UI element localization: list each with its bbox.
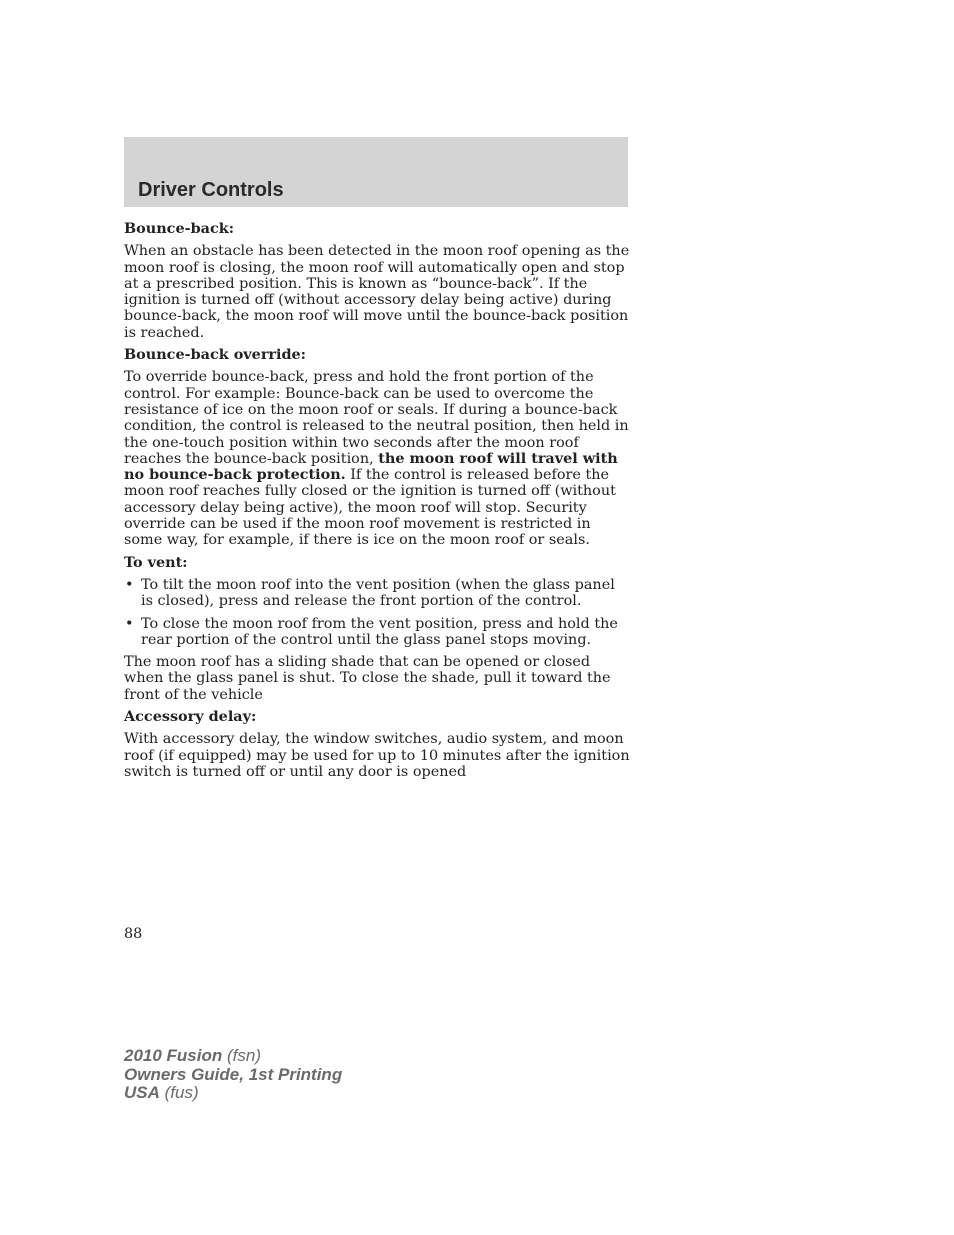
bounce-back-override-paragraph (124, 369, 630, 548)
accessory-delay-paragraph: With accessory delay, the window switches, audio system, and moon roof (if equipped) may be used for up to 10 minutes after the ignition switch is turned off or until any door is opened (124, 731, 630, 780)
footer-model-code: (fsn) (222, 1046, 261, 1065)
list-item-text: To tilt the moon roof into the vent position (when the glass panel is closed), press and release the front portion of the control. (141, 576, 615, 610)
list-item (124, 577, 630, 610)
page-number: 88 (124, 926, 143, 942)
footer-line-market (124, 1084, 342, 1103)
override-text-start: To override bounce-back, press and hold the front portion of the control. For example: Bounce-back can be used to overcome the resistance of ice on the moon roof or seals. If during a bounce-back condition, the control is released to the neutral position, then held in the one-touch position within two seconds after the moon roof reaches the bounce-back position, (124, 369, 629, 467)
vent-instructions-list (124, 577, 630, 648)
footer-market-name: USA (124, 1083, 160, 1102)
footer-market-code: (fus) (159, 1083, 199, 1102)
bounce-back-heading: Bounce-back: (124, 220, 235, 237)
list-item (124, 616, 630, 649)
override-text-end: If the control is released before the moon roof reaches fully closed or the ignition is turned off (without accessory delay being active), the moon roof will stop. Security override can be used if the moon roof movement is restricted in some way, for example, if there is ice on the moon roof or seals. (124, 467, 616, 549)
bounce-back-paragraph: When an obstacle has been detected in the moon roof opening as the moon roof is closing, the moon roof will automatically open and stop at a prescribed position. This is known as “bounce-back”. If the ignition is turned off (without accessory delay being active) during bounce-back, the moon roof will move until the bounce-back position is reached. (124, 243, 630, 341)
document-footer (124, 1047, 342, 1103)
sliding-shade-paragraph: The moon roof has a sliding shade that can be opened or closed when the glass panel is shut. To close the shade, pull it toward the front of the vehicle (124, 654, 611, 703)
bounce-back-override-heading: Bounce-back override: (124, 346, 306, 364)
footer-line-edition: Owners Guide, 1st Printing (124, 1064, 343, 1084)
bullet-icon: • (125, 615, 134, 632)
bullet-icon: • (125, 576, 134, 593)
section-title: Driver Controls (138, 179, 284, 201)
footer-model-name: 2010 Fusion (124, 1046, 223, 1065)
accessory-delay-heading: Accessory delay: (124, 708, 257, 726)
list-item-text: To close the moon roof from the vent position, press and hold the rear portion of the control until the glass panel stops moving. (141, 615, 618, 648)
section-header-band (124, 137, 628, 207)
to-vent-heading: To vent: (124, 553, 188, 571)
footer-line-model (124, 1047, 342, 1066)
override-text-emphasis: the moon roof will travel with no bounce-back protection. (124, 449, 618, 484)
page-content (124, 221, 630, 786)
